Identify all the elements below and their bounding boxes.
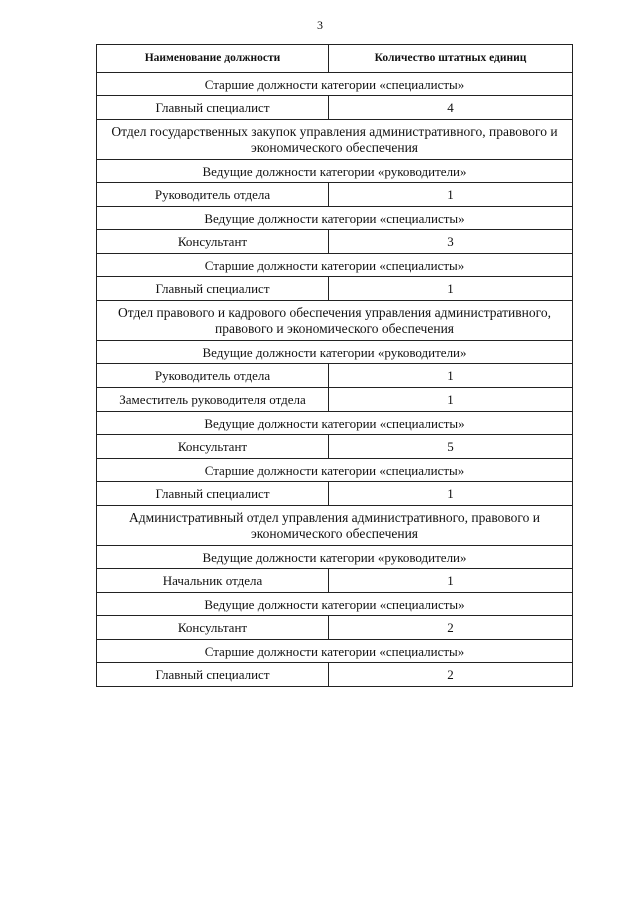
staff-count-cell: 4	[329, 96, 573, 120]
category-heading: Старшие должности категории «специалисты»	[97, 73, 573, 96]
department-heading: Отдел государственных закупок управления административного, правового и экономического обеспечения	[97, 120, 573, 160]
position-name-cell: Консультант	[97, 230, 329, 254]
table-row	[97, 230, 573, 254]
position-name-cell: Заместитель руководителя отдела	[97, 388, 329, 412]
staffing-table	[96, 44, 573, 687]
department-heading-row	[97, 301, 573, 341]
department-heading-row	[97, 506, 573, 546]
table-row	[97, 569, 573, 593]
position-name-cell: Главный специалист	[97, 482, 329, 506]
position-name-cell: Консультант	[97, 435, 329, 459]
department-heading: Административный отдел управления административного, правового и экономического обеспечения	[97, 506, 573, 546]
category-heading-row	[97, 254, 573, 277]
table-row	[97, 482, 573, 506]
category-heading-row	[97, 412, 573, 435]
category-heading: Ведущие должности категории «руководители»	[97, 546, 573, 569]
category-heading-row	[97, 546, 573, 569]
header-position-name: Наименование должности	[97, 45, 329, 73]
table-row	[97, 388, 573, 412]
category-heading-row	[97, 160, 573, 183]
department-heading-row	[97, 120, 573, 160]
category-heading: Ведущие должности категории «специалисты»	[97, 412, 573, 435]
staff-count-cell: 1	[329, 482, 573, 506]
category-heading-row	[97, 207, 573, 230]
staff-count-cell: 3	[329, 230, 573, 254]
category-heading: Ведущие должности категории «руководители»	[97, 160, 573, 183]
staff-count-cell: 1	[329, 364, 573, 388]
category-heading-row	[97, 73, 573, 96]
category-heading-row	[97, 640, 573, 663]
category-heading-row	[97, 593, 573, 616]
position-name-cell: Главный специалист	[97, 96, 329, 120]
staff-count-cell: 2	[329, 663, 573, 687]
category-heading-row	[97, 341, 573, 364]
position-name-cell: Начальник отдела	[97, 569, 329, 593]
category-heading: Старшие должности категории «специалисты»	[97, 254, 573, 277]
position-name-cell: Консультант	[97, 616, 329, 640]
table-row	[97, 616, 573, 640]
staff-count-cell: 5	[329, 435, 573, 459]
table-row	[97, 435, 573, 459]
category-heading: Старшие должности категории «специалисты»	[97, 459, 573, 482]
staff-count-cell: 2	[329, 616, 573, 640]
table-body	[97, 73, 573, 687]
table-row	[97, 277, 573, 301]
category-heading-row	[97, 459, 573, 482]
page-number: 3	[317, 18, 323, 32]
category-heading: Ведущие должности категории «руководители»	[97, 341, 573, 364]
staff-count-cell: 1	[329, 183, 573, 207]
category-heading: Ведущие должности категории «специалисты»	[97, 593, 573, 616]
position-name-cell: Главный специалист	[97, 277, 329, 301]
position-name-cell: Руководитель отдела	[97, 183, 329, 207]
table-row	[97, 364, 573, 388]
category-heading: Старшие должности категории «специалисты»	[97, 640, 573, 663]
staff-count-cell: 1	[329, 388, 573, 412]
department-heading: Отдел правового и кадрового обеспечения управления административного, правового и экономического обеспечения	[97, 301, 573, 341]
table-row	[97, 183, 573, 207]
staff-count-cell: 1	[329, 569, 573, 593]
table-row	[97, 663, 573, 687]
table-row	[97, 96, 573, 120]
header-staff-count: Количество штатных единиц	[329, 45, 573, 73]
position-name-cell: Главный специалист	[97, 663, 329, 687]
staff-count-cell: 1	[329, 277, 573, 301]
table-header-row	[97, 45, 573, 73]
category-heading: Ведущие должности категории «специалисты»	[97, 207, 573, 230]
position-name-cell: Руководитель отдела	[97, 364, 329, 388]
